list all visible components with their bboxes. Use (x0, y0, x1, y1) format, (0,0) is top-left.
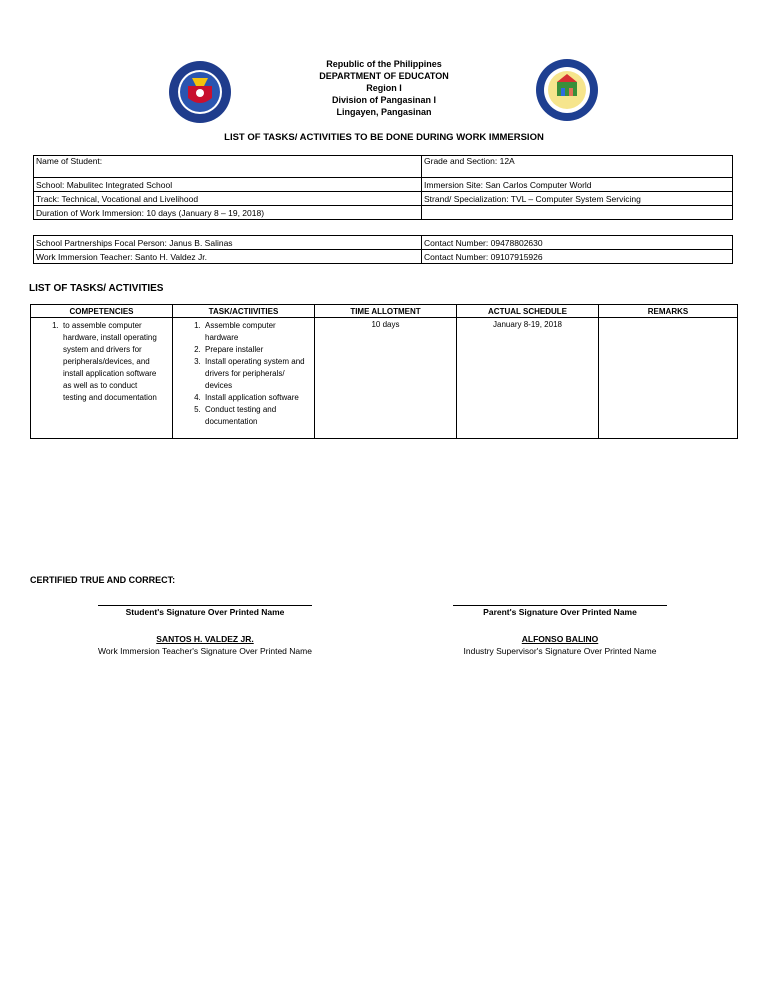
list-item: 5. Conduct testing and documentation (203, 404, 310, 428)
parent-signature-caption: Parent's Signature Over Printed Name (483, 607, 637, 617)
header-line-5: Lingayen, Pangasinan (336, 107, 432, 117)
competencies-cell (31, 318, 173, 439)
time-allotment-cell: 10 days (315, 318, 457, 439)
col-header-competencies: COMPETENCIES (31, 305, 173, 318)
list-item: 4. Install application software (203, 392, 310, 404)
name-of-student-cell: Name of Student: (34, 156, 422, 178)
teacher-signature-caption: Work Immersion Teacher's Signature Over Printed Name (98, 646, 312, 656)
document-title: LIST OF TASKS/ ACTIVITIES TO BE DONE DURING WORK IMMERSION (224, 132, 544, 143)
col-header-time: TIME ALLOTMENT (315, 305, 457, 318)
header-line-1: Republic of the Philippines (326, 59, 442, 69)
supervisor-signature-block (415, 633, 705, 657)
list-item: 2. Prepare installer (203, 344, 310, 356)
col-header-tasks: TASK/ACTIIVITIES (173, 305, 315, 318)
list-item: 1. to assemble computer hardware, install operating system and drivers for peripherals/devices, and install application software as well as to conduct testing and documentation (61, 320, 162, 404)
strand-cell: Strand/ Specialization: TVL – Computer System Servicing (422, 192, 733, 206)
supervisor-name: ALFONSO BALINO (521, 634, 599, 644)
teacher-signature-block (60, 633, 350, 657)
document-header (0, 58, 768, 118)
header-line-3: Region I (366, 83, 402, 93)
col-header-remarks: REMARKS (599, 305, 738, 318)
student-info-table (33, 155, 733, 220)
teacher-cell: Work Immersion Teacher: Santo H. Valdez Jr. (34, 250, 422, 264)
teacher-name: SANTOS H. VALDEZ JR. (156, 634, 254, 644)
header-line-4: Division of Pangasinan I (331, 95, 437, 105)
remarks-cell (599, 318, 738, 439)
header-line-2: DEPARTMENT OF EDUCATON (319, 71, 449, 81)
school-cell: School: Mabulitec Integrated School (34, 178, 422, 192)
student-signature-caption: Student's Signature Over Printed Name (125, 607, 285, 617)
duration-cell: Duration of Work Immersion: 10 days (January 8 – 19, 2018) (34, 206, 422, 220)
tasks-table (30, 304, 738, 439)
section-title: LIST OF TASKS/ ACTIVITIES (29, 283, 164, 294)
list-item: 1. Assemble computer hardware (203, 320, 310, 344)
teacher-contact-cell: Contact Number: 09107915926 (422, 250, 733, 264)
focal-contact-cell: Contact Number: 09478802630 (422, 236, 733, 250)
certified-label: CERTIFIED TRUE AND CORRECT: (30, 575, 176, 585)
track-cell: Track: Technical, Vocational and Livelihood (34, 192, 422, 206)
empty-cell (422, 206, 733, 220)
contacts-table (33, 235, 733, 264)
col-header-schedule: ACTUAL SCHEDULE (457, 305, 599, 318)
actual-schedule-cell: January 8-19, 2018 (457, 318, 599, 439)
immersion-site-cell: Immersion Site: San Carlos Computer World (422, 178, 733, 192)
parent-signature-block (415, 605, 705, 618)
focal-person-cell: School Partnerships Focal Person: Janus B. Salinas (34, 236, 422, 250)
grade-section-cell: Grade and Section: 12A (422, 156, 733, 178)
tasks-cell (173, 318, 315, 439)
list-item: 3. Install operating system and drivers for peripherals/ devices (203, 356, 310, 392)
student-signature-block (60, 605, 350, 618)
supervisor-signature-caption: Industry Supervisor's Signature Over Printed Name (463, 646, 657, 656)
